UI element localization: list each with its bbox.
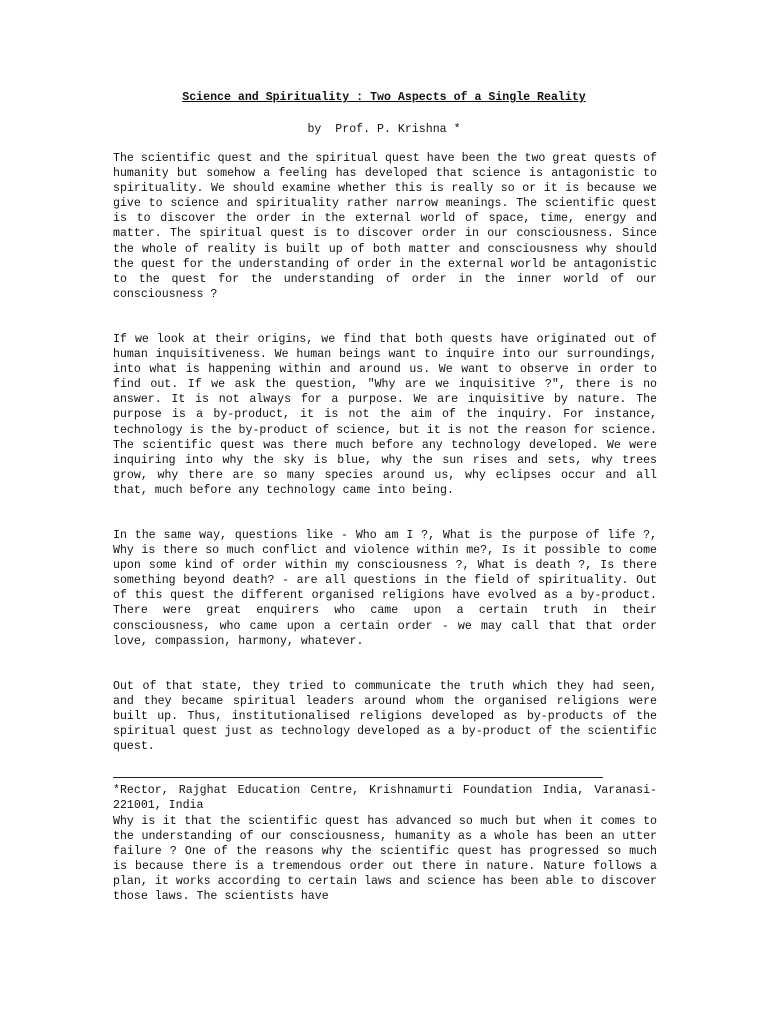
paragraph-1: The scientific quest and the spiritual quest have been the two great quests of humanity but somehow a feeling has developed that science is antagonistic to spirituality. We should examine whether this is really so or it is because we give to science and spirituality rather narrow meanings. The scientific quest is to discover the order in the external world of space, time, energy and matter. The spiritual quest is to discover order in our consciousness. Since the whole of reality is built up of both matter and consciousness why should the quest for the understanding of order in the external world be antagonistic to the quest for the understanding of order in the inner world of our consciousness ?: [113, 152, 657, 301]
footnote: *Rector, Rajghat Education Centre, Krishnamurti Foundation India, Varanasi-221001, India: [113, 784, 657, 813]
paragraph-3: In the same way, questions like - Who am I ?, What is the purpose of life ?, Why is there so much conflict and violence within me?, Is it possible to come upon some kind of order within my consciousness ?, What is death ?, Is there something beyond death? - are all questions in the field of spirituality. Out of this quest the different organised religions have evolved as a by-product. There were great enquirers who came upon a certain truth in their consciousness, who came upon a certain order - we may call that that order love, compassion, harmony, whatever.: [113, 529, 657, 648]
paragraph-2: If we look at their origins, we find that both quests have originated out of human inquisitiveness. We human beings want to inquire into our surroundings, into what is happening within and around us. We want to observe in order to find out. If we ask the question, "Why are we inquisitive ?", there is no answer. It is not always for a purpose. We are inquisitive by nature. The purpose is a by-product, it is not the aim of the inquiry. For instance, technology is the by-product of science, but it is not the reason for science. The scientific quest was there much before any technology developed. We were inquiring into why the sky is blue, why the sun rises and sets, why trees grow, why there are so many species around us, why eclipses occur and all that, much before any technology came into being.: [113, 333, 657, 497]
paragraph-4: Out of that state, they tried to communicate the truth which they had seen, and they became spiritual leaders around whom the organised religions were built up. Thus, institutionalised religions developed as by-products of the spiritual quest just as technology developed as a by-product of the scientific quest.: [113, 680, 657, 754]
footnote-divider: [113, 777, 603, 778]
document-byline: by Prof. P. Krishna *: [307, 123, 461, 136]
paragraph-5: Why is it that the scientific quest has advanced so much but when it comes to the understanding of our consciousness, humanity as a whole has been an utter failure ? One of the reasons why the scientific quest has progressed so much is because there is a tremendous order out there in nature. Nature follows a plan, it works according to certain laws and science has been able to discover those laws. The scientists have: [113, 815, 657, 904]
document-title: Science and Spirituality : Two Aspects of a Single Reality: [182, 91, 586, 104]
